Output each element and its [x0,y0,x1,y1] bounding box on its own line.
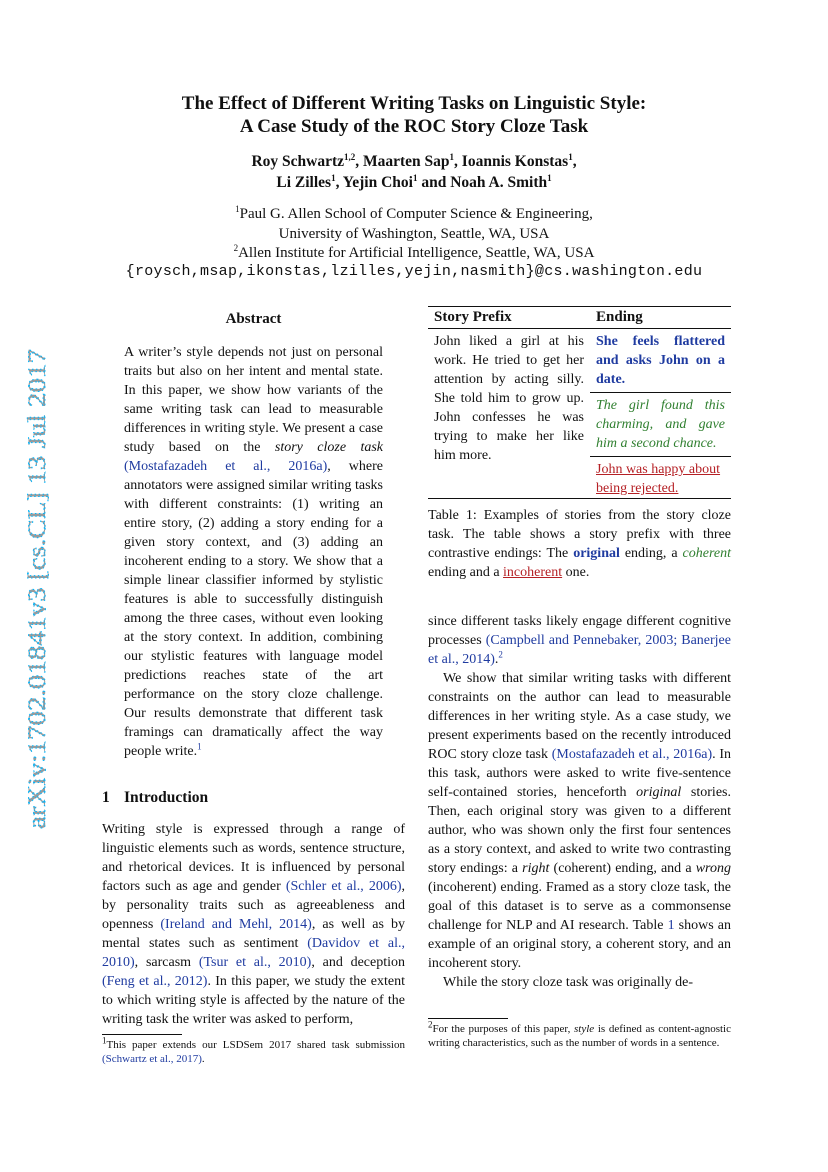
citation-link[interactable]: (Mostafazadeh et al., 2016a) [551,747,713,762]
body-text: We show that similar writing tasks with different constraints on the author can lead to measurable differences in her writing style. As a case study, we present experiments based on the recently introduced ROC story cloze task [428,671,731,762]
incoherent-ending-text: John was happy about being rejected. [596,462,721,496]
body-text: . In this task, authors were asked to write five-sentence self-contained stories, henceforth [428,747,731,800]
body-emphasis: original [636,785,682,800]
affiliation-mark: 1 [547,172,552,183]
affiliation-1-cont: University of Washington, Seattle, WA, USA [278,225,550,242]
author-line-2 [0,172,828,193]
affiliation-mark: 2 [233,243,239,253]
table-caption [428,506,731,582]
body-text: , and deception [311,955,406,970]
body-text: Writing style is expressed through a range of linguistic elements such as words, sentence structure, and rhetorical devices. It is influenced by personal factors such as age and gender [102,822,405,894]
table-header-row [428,307,731,329]
footnote-mark: 1 [102,1035,107,1046]
arxiv-stamp-text: arXiv:1702.01841v3 [cs.CL] 13 Jul 2017 [24,416,51,829]
citation-link[interactable]: (Mostafazadeh et al., 2016a) [124,459,328,474]
section-title: Introduction [124,789,209,806]
body-text: , sarcasm [134,955,199,970]
affiliation-mark: 1 [449,151,455,162]
body-text: (incoherent) ending. Framed as a story cloze task, the goal of this dataset is to serve as a commonsense challenge for NLP and AI research. Table [428,880,731,933]
body-paragraph: While the story cloze task was originally de- [443,975,693,990]
arxiv-stamp [12,345,60,829]
body-text: (coherent) ending, and a [549,861,696,876]
table-row [428,329,731,393]
story-table-grid [428,306,731,499]
author-emails: {roysch,msap,ikonstas,lzilles,yejin,nasmith}@cs.washington.edu [125,263,703,280]
footnote-mark[interactable]: 2 [498,649,503,660]
footnote-text: For the purposes of this paper, [432,1023,575,1035]
body-text: . In this paper, we study the extent to which writing style is affected by the nature of the writing task the writer was asked to perform, [102,974,405,1027]
abstract-body [124,343,383,761]
caption-text: ending, a [619,546,683,561]
body-text: , as well as by mental states such as sentiment [102,917,405,951]
citation-link[interactable]: (Tsur et al., 2010) [198,955,312,970]
affiliation-mark: 1,2 [344,151,356,162]
abstract-emphasis: story cloze task [274,440,383,455]
author-name: , Ioannis Konstas [454,153,569,170]
footnote-2 [428,1019,731,1050]
footnote-1 [102,1035,405,1066]
body-paragraph [428,612,731,669]
table-header-ending: Ending [590,307,731,329]
right-column-body [428,612,731,992]
author-name: , Yejin Choi [335,174,413,191]
original-ending-cell: She feels flattered and asks John on a date. [590,329,731,393]
caption-text: one. [562,565,590,580]
citation-link[interactable]: (Davidov et al., 2010) [102,936,405,970]
caption-incoherent: incoherent [503,565,563,580]
body-text: , by personality traits such as agreeableness and openness [102,879,405,932]
footnote-rule [428,1018,508,1019]
caption-coherent: coherent [682,546,731,561]
body-text: since different tasks likely engage different cognitive processes [428,614,731,648]
citation-link[interactable]: (Feng et al., 2012) [102,974,208,989]
citation-link[interactable]: (Schler et al., 2006) [285,879,402,894]
affiliation-text: Paul G. Allen School of Computer Science & Engineering, [239,206,593,222]
citation-link[interactable]: (Schwartz et al., 2017) [102,1053,202,1065]
paper-title [0,92,828,138]
abstract-heading: Abstract [225,311,282,327]
body-text: shows an example of an original story, a coherent story, and an incoherent story. [428,918,731,971]
body-paragraph [428,669,731,973]
footnote-mark[interactable]: 1 [197,741,202,752]
footnote-rule [102,1034,182,1035]
coherent-ending-cell: The girl found this charming, and gave him a second chance. [590,393,731,457]
section-heading [102,789,208,807]
body-emphasis: wrong [695,861,731,876]
title-line-1: The Effect of Different Writing Tasks on Linguistic Style: [181,93,647,114]
affiliations [0,205,828,264]
citation-link[interactable]: (Campbell and Pennebaker, 2003; Banerjee et al., 2014) [428,633,731,667]
caption-original: original [573,546,620,561]
caption-text: Table 1: Examples of stories from the story cloze task. The table shows a story prefix with three contrastive endings: The [428,508,731,561]
body-emphasis: right [522,861,550,876]
affiliation-mark: 1 [331,172,336,183]
incoherent-ending-cell [590,457,731,499]
abstract-text: , where annotators were assigned similar writing tasks with different constraints: (1) writing an entire story, (2) adding a story ending for a given story context, and (3) adding an incoherent ending to a story. We show that a simple linear classifier informed by stylistic features is able to successfully distinguish among the three cases, without even looking at the story context. In addition, combining our stylistic features with language model predictions reaches state of the art performance on the story cloze challenge. Our results demonstrate that different task framings can dramatically affect the way people write. [124,459,384,759]
author-name: and Noah A. Smith [417,174,548,191]
body-text: stories. Then, each original story was given to a different author, who was shown only the first four sentences as a story context, and asked to write two contrasting story endings: a [428,785,731,876]
abstract-text: A writer’s style depends not just on personal traits but also on her intent and mental state. In this paper, we show how variants of the same writing task can lead to measurable differences in writing style. We present a case study based on the [124,345,383,455]
affiliation-mark: 1 [412,172,418,183]
author-name: , Maarten Sap [355,153,450,170]
footnote-text: is defined as content-agnostic writing characteristics, such as the number of words in a sentence. [428,1023,731,1049]
citation-link[interactable]: (Ireland and Mehl, 2014) [160,917,312,932]
story-prefix-cell: John liked a girl at his work. He tried to get her attention by acting silly. She told him to grow up. John confesses he was trying to make her like him more. [428,329,590,499]
title-line-2: A Case Study of the ROC Story Cloze Task [239,116,589,137]
caption-text: ending and a [428,565,504,580]
table-header-prefix: Story Prefix [428,307,590,329]
table-ref-link[interactable]: 1 [667,918,675,933]
section-number: 1 [102,789,110,806]
footnote-text: This paper extends our LSDSem 2017 shared task submission [106,1039,405,1051]
footnote-mark: 2 [428,1019,433,1030]
footnote-emphasis: style [574,1023,595,1035]
affiliation-text: Allen Institute for Artificial Intelligence, Seattle, WA, USA [238,245,595,261]
author-separator: , [572,153,577,170]
affiliation-2 [0,244,828,264]
intro-paragraph [102,820,405,1029]
footnote-text: . [201,1053,205,1065]
author-list [0,151,828,193]
affiliation-1 [0,205,828,225]
affiliation-mark: 1 [235,204,240,214]
affiliation-mark: 1 [568,151,573,162]
story-table [428,306,731,499]
body-text: . [494,652,499,667]
author-name: Li Zilles [276,174,332,191]
author-name: Roy Schwartz [251,153,344,170]
arxiv-stamp-graphic [12,345,60,829]
author-line-1 [0,151,828,172]
